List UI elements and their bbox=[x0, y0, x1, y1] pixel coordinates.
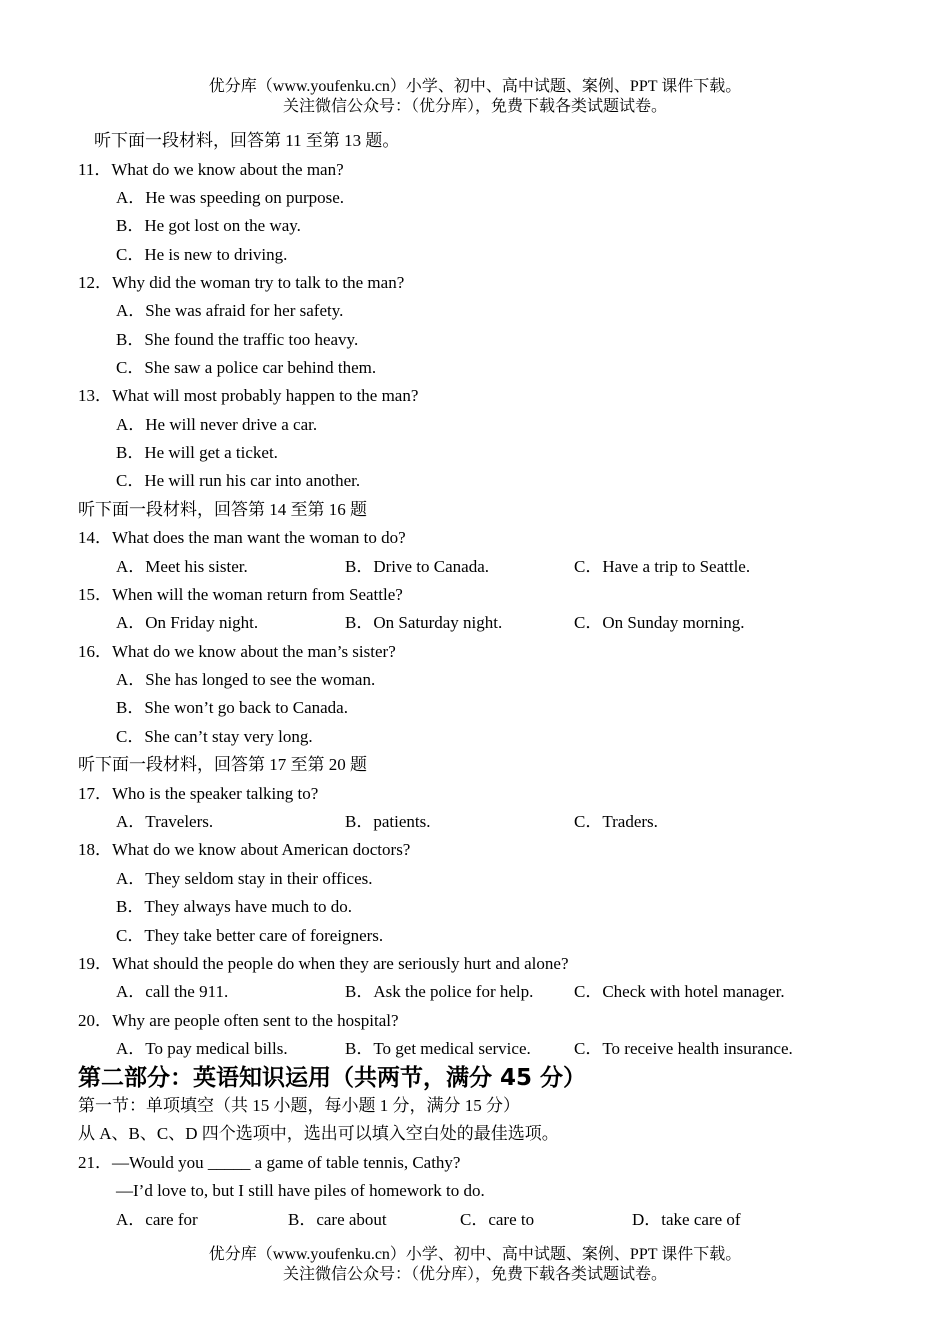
q14-option-c: C．Have a trip to Seattle. bbox=[574, 557, 751, 576]
page-footer bbox=[0, 1245, 950, 1285]
footer-line-2: 关注微信公众号：（优分库），免费下载各类试题试卷。 bbox=[282, 1266, 667, 1283]
question-11: 11．What do we know about the man? bbox=[78, 160, 344, 179]
header-line-1: 优分库（www.youfenku.cn）小学、初中、高中试题、案例、PPT 课件下载。 bbox=[208, 78, 742, 95]
q21-option-c: C．care to bbox=[460, 1210, 535, 1229]
q17-option-a: A．Travelers. bbox=[116, 812, 214, 831]
question-16: 16．What do we know about the man’s sister? bbox=[78, 642, 396, 661]
q19-option-a: A．call the 911. bbox=[116, 982, 229, 1001]
instruction-14-16: 听下面一段材料，回答第 14 至第 16 题 bbox=[78, 500, 367, 519]
q11-option-a: A．He was speeding on purpose. bbox=[116, 188, 345, 207]
header-line-2: 关注微信公众号：（优分库），免费下载各类试题试卷。 bbox=[282, 98, 667, 115]
q12-option-a: A．She was afraid for her safety. bbox=[116, 301, 344, 320]
q21-option-a: A．care for bbox=[116, 1210, 198, 1229]
q19-option-c: C．Check with hotel manager. bbox=[574, 982, 785, 1001]
q15-option-c: C．On Sunday morning. bbox=[574, 613, 745, 632]
footer-line-1: 优分库（www.youfenku.cn）小学、初中、高中试题、案例、PPT 课件下载。 bbox=[208, 1246, 742, 1263]
question-15: 15．When will the woman return from Seattle? bbox=[78, 585, 403, 604]
question-12: 12．Why did the woman try to talk to the man? bbox=[78, 273, 405, 292]
q14-option-b: B．Drive to Canada. bbox=[345, 557, 489, 576]
q21-option-b: B．care about bbox=[288, 1210, 387, 1229]
instruction-17-20: 听下面一段材料，回答第 17 至第 20 题 bbox=[78, 755, 367, 774]
q13-option-b: B．He will get a ticket. bbox=[116, 443, 278, 462]
q20-option-a: A．To pay medical bills. bbox=[116, 1039, 288, 1058]
q20-option-b: B．To get medical service. bbox=[345, 1039, 531, 1058]
question-20: 20．Why are people often sent to the hospital? bbox=[78, 1011, 399, 1030]
q11-option-b: B．He got lost on the way. bbox=[116, 216, 301, 235]
question-13: 13．What will most probably happen to the man? bbox=[78, 386, 419, 405]
q13-option-a: A．He will never drive a car. bbox=[116, 415, 318, 434]
q16-option-a: A．She has longed to see the woman. bbox=[116, 670, 376, 689]
q18-option-b: B．They always have much to do. bbox=[116, 897, 353, 916]
q17-option-c: C．Traders. bbox=[574, 812, 658, 831]
q18-option-a: A．They seldom stay in their offices. bbox=[116, 869, 373, 888]
section-1-title: 第一节：单项填空（共 15 小题，每小题 1 分，满分 15 分） bbox=[78, 1096, 520, 1115]
question-17: 17．Who is the speaker talking to? bbox=[78, 784, 319, 803]
q14-option-a: A．Meet his sister. bbox=[116, 557, 248, 576]
question-19: 19．What should the people do when they are seriously hurt and alone? bbox=[78, 954, 569, 973]
q21-option-d: D．take care of bbox=[632, 1210, 741, 1229]
question-18: 18．What do we know about American doctors? bbox=[78, 840, 411, 859]
q12-option-b: B．She found the traffic too heavy. bbox=[116, 330, 359, 349]
question-14: 14．What does the man want the woman to do? bbox=[78, 528, 406, 547]
section-1-instruction: 从 A、B、C、D 四个选项中，选出可以填入空白处的最佳选项。 bbox=[78, 1124, 559, 1143]
q16-option-b: B．She won’t go back to Canada. bbox=[116, 698, 348, 717]
q15-option-b: B．On Saturday night. bbox=[345, 613, 503, 632]
q20-option-c: C．To receive health insurance. bbox=[574, 1039, 793, 1058]
question-21-reply: —I’d love to, but I still have piles of homework to do. bbox=[116, 1181, 485, 1200]
q18-option-c: C．They take better care of foreigners. bbox=[116, 926, 384, 945]
q12-option-c: C．She saw a police car behind them. bbox=[116, 358, 377, 377]
q11-option-c: C．He is new to driving. bbox=[116, 245, 288, 264]
q15-option-a: A．On Friday night. bbox=[116, 613, 259, 632]
q16-option-c: C．She can’t stay very long. bbox=[116, 727, 313, 746]
instruction-11-13: 听下面一段材料，回答第 11 至第 13 题。 bbox=[94, 131, 400, 150]
q19-option-b: B．Ask the police for help. bbox=[345, 982, 534, 1001]
part-2-title: 第二部分：英语知识运用（共两节，满分 45 分） bbox=[78, 1065, 587, 1091]
q17-option-b: B．patients. bbox=[345, 812, 431, 831]
q13-option-c: C．He will run his car into another. bbox=[116, 471, 361, 490]
question-21: 21．—Would you _____ a game of table tennis, Cathy? bbox=[78, 1153, 461, 1172]
